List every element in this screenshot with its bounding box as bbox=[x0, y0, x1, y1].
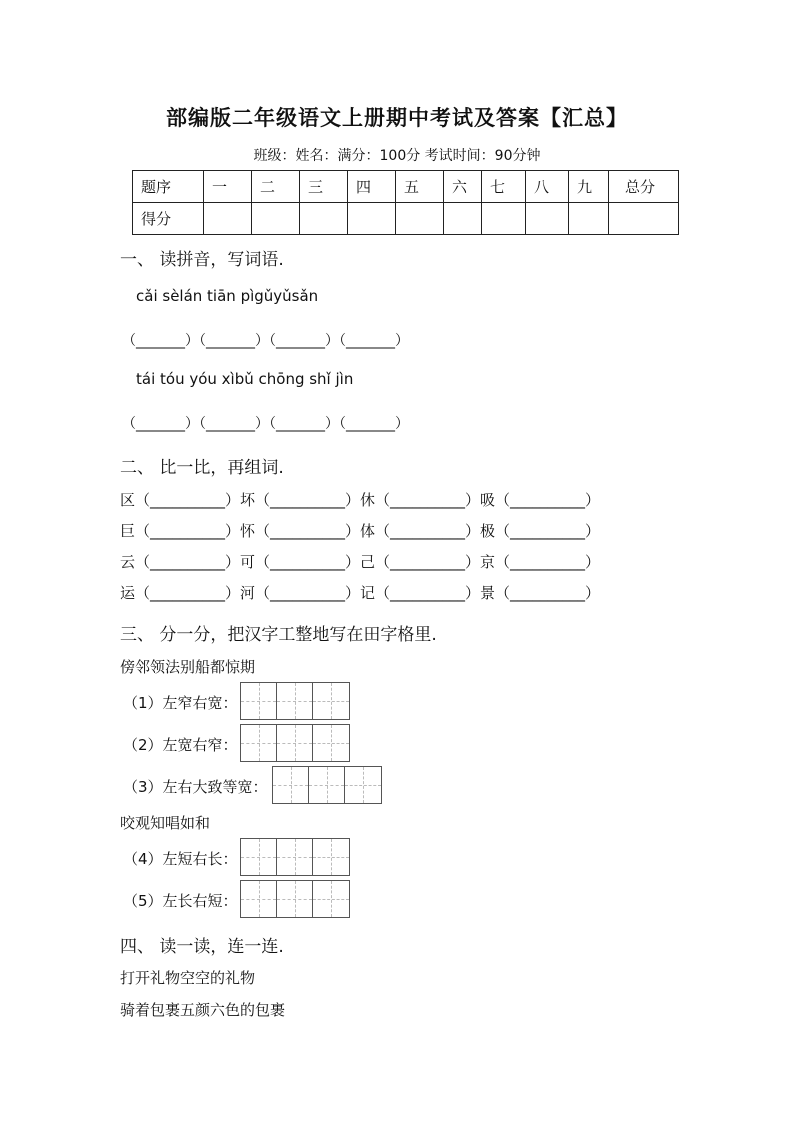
header-cell: 四 bbox=[348, 171, 396, 203]
grid-cell[interactable] bbox=[273, 767, 309, 803]
section1-heading: 一、 读拼音，写词语. bbox=[120, 250, 284, 270]
header-cell-total: 总分 bbox=[609, 171, 679, 203]
grid-cell[interactable] bbox=[309, 767, 345, 803]
grid-cell[interactable] bbox=[277, 725, 313, 761]
pinyin-row-1: cǎi sèlán tiān pìgǔyǔsǎn bbox=[136, 287, 319, 305]
score-cell[interactable] bbox=[444, 203, 482, 235]
score-cell[interactable] bbox=[348, 203, 396, 235]
header-cell: 八 bbox=[526, 171, 569, 203]
header-cell: 九 bbox=[569, 171, 609, 203]
word-group-row[interactable]: 区（__________）坏（__________）休（__________）吸（__________） bbox=[120, 491, 601, 509]
score-table-score-row bbox=[133, 203, 679, 235]
match-line: 骑着包裹五颜六色的包裹 bbox=[120, 1001, 286, 1019]
character-list-1: 傍邻领法别船都惊期 bbox=[120, 658, 256, 676]
score-cell[interactable] bbox=[569, 203, 609, 235]
grid-cell[interactable] bbox=[313, 683, 349, 719]
score-table-header-row bbox=[133, 171, 679, 203]
section3-heading: 三、 分一分，把汉字工整地写在田字格里. bbox=[120, 625, 437, 645]
score-cell[interactable] bbox=[252, 203, 300, 235]
score-cell[interactable] bbox=[300, 203, 348, 235]
item-label: （1）左窄右宽： bbox=[123, 694, 238, 712]
grid-cell[interactable] bbox=[277, 683, 313, 719]
tianzige-grid[interactable] bbox=[240, 838, 350, 876]
tianzige-grid[interactable] bbox=[240, 880, 350, 918]
grid-cell[interactable] bbox=[313, 725, 349, 761]
score-table bbox=[132, 170, 679, 235]
word-group-row[interactable]: 云（__________）可（__________）己（__________）京（__________） bbox=[120, 553, 601, 571]
header-cell: 六 bbox=[444, 171, 482, 203]
score-row-label: 得分 bbox=[133, 203, 204, 235]
header-cell: 二 bbox=[252, 171, 300, 203]
item-label: （2）左宽右窄： bbox=[123, 736, 238, 754]
grid-cell[interactable] bbox=[313, 839, 349, 875]
score-cell[interactable] bbox=[526, 203, 569, 235]
item-label: （5）左长右短： bbox=[123, 892, 238, 910]
section4-heading: 四、 读一读，连一连. bbox=[120, 937, 284, 957]
header-cell: 一 bbox=[204, 171, 252, 203]
grid-cell[interactable] bbox=[241, 839, 277, 875]
grid-cell[interactable] bbox=[313, 881, 349, 917]
header-cell: 七 bbox=[482, 171, 526, 203]
grid-cell[interactable] bbox=[241, 725, 277, 761]
word-group-row[interactable]: 运（__________）河（__________）记（__________）景（__________） bbox=[120, 584, 601, 602]
score-cell-total[interactable] bbox=[609, 203, 679, 235]
header-cell: 题序 bbox=[133, 171, 204, 203]
page-title: 部编版二年级语文上册期中考试及答案【汇总】 bbox=[166, 106, 628, 130]
exam-info: 班级：姓名：满分：100分 考试时间：90分钟 bbox=[253, 148, 541, 164]
answer-blank-row-2[interactable]: （_______）（_______）（_______）（_______） bbox=[122, 416, 409, 432]
answer-blank-row-1[interactable]: （_______）（_______）（_______）（_______） bbox=[122, 333, 409, 349]
grid-cell[interactable] bbox=[241, 881, 277, 917]
score-cell[interactable] bbox=[396, 203, 444, 235]
header-cell: 五 bbox=[396, 171, 444, 203]
item-label: （3）左右大致等宽： bbox=[123, 778, 268, 796]
tianzige-grid[interactable] bbox=[240, 724, 350, 762]
header-cell: 三 bbox=[300, 171, 348, 203]
tianzige-grid[interactable] bbox=[272, 766, 382, 804]
pinyin-row-2: tái tóu yóu xìbǔ chōng shǐ jìn bbox=[136, 370, 354, 388]
score-cell[interactable] bbox=[482, 203, 526, 235]
word-group-row[interactable]: 巨（__________）怀（__________）体（__________）极（__________） bbox=[120, 522, 601, 540]
character-list-2: 咬观知唱如和 bbox=[120, 814, 211, 832]
grid-cell[interactable] bbox=[277, 881, 313, 917]
score-cell[interactable] bbox=[204, 203, 252, 235]
grid-cell[interactable] bbox=[241, 683, 277, 719]
grid-cell[interactable] bbox=[345, 767, 381, 803]
grid-cell[interactable] bbox=[277, 839, 313, 875]
section2-heading: 二、 比一比，再组词. bbox=[120, 458, 284, 478]
match-line: 打开礼物空空的礼物 bbox=[120, 969, 256, 987]
tianzige-grid[interactable] bbox=[240, 682, 350, 720]
item-label: （4）左短右长： bbox=[123, 850, 238, 868]
